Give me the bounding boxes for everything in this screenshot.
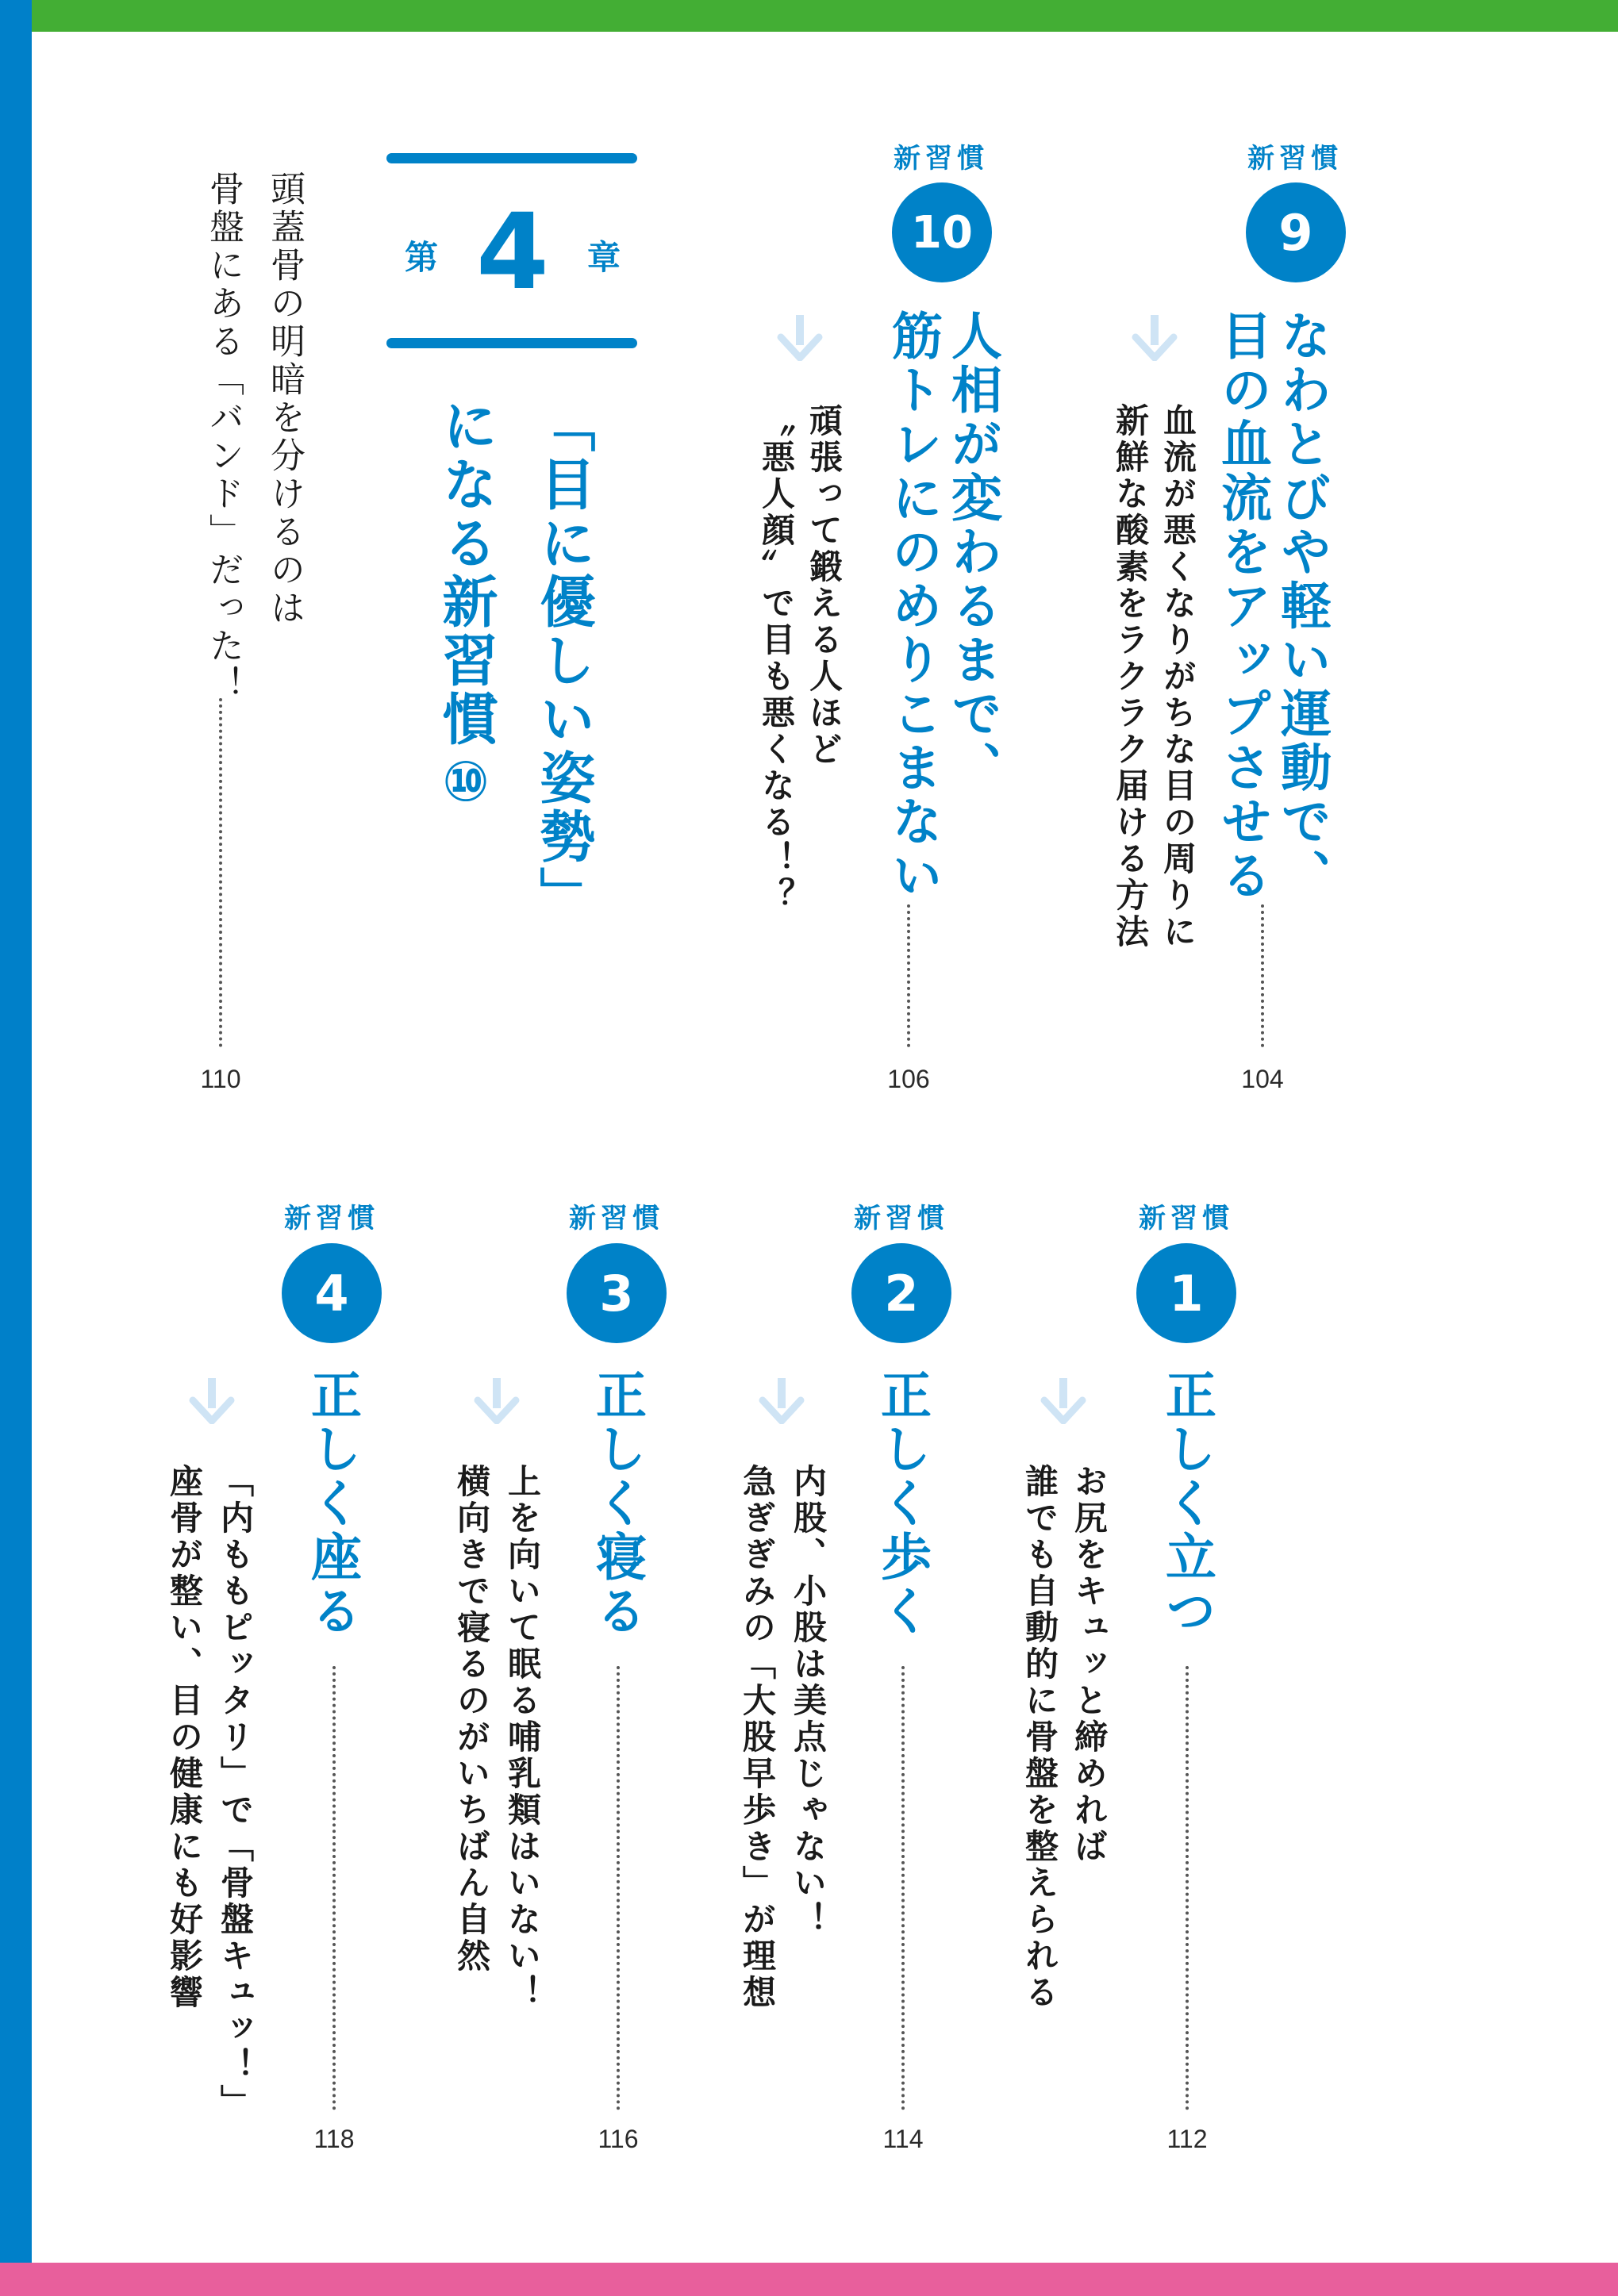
- habit-number-badge: [1246, 182, 1346, 282]
- chapter-number: 4: [476, 191, 549, 313]
- page-number: 112: [1166, 2125, 1208, 2153]
- left-color-bar: [0, 0, 32, 2296]
- page-number: 114: [882, 2125, 924, 2153]
- habit-sub-line1: 頑張って鍛える人ほど: [805, 403, 844, 768]
- habit-label: 新習慣: [854, 1203, 949, 1234]
- habit-number: 9: [1278, 203, 1313, 262]
- habit-sub-line1: 内股、小股は美点じゃない！: [789, 1464, 828, 1938]
- chapter-rule-top: [386, 153, 637, 163]
- habit-number: 10: [911, 206, 973, 259]
- chapter-suffix: 章: [587, 238, 621, 277]
- arrow-down-icon: [1131, 313, 1178, 361]
- habit-sub-line2: 急ぎぎみの「大股早歩き」が理想: [738, 1464, 777, 2011]
- intro-line2: 骨盤にある「バンド」だった！: [203, 171, 244, 704]
- habit-number-badge: [851, 1243, 951, 1343]
- habit-sub-line2: 〝悪人顔〟で目も悪くなる！？: [757, 403, 796, 914]
- chapter-prefix: 第: [405, 238, 439, 277]
- leader-dots: [1186, 1666, 1189, 2110]
- habit-title: 正しく寝る: [587, 1369, 646, 1638]
- habit-sub-line1: 「内ももピッタリ」で「骨盤キュッ！」: [216, 1464, 255, 2121]
- habit-title-line2: 目の血流をアップさせる: [1213, 309, 1271, 903]
- leader-dots: [901, 1666, 905, 2110]
- habit-label: 新習慣: [1247, 143, 1343, 175]
- habit-number-badge: [282, 1243, 382, 1343]
- habit-sub-line2: 新鮮な酸素をラクラク届ける方法: [1111, 403, 1150, 950]
- habit-title: 正しく歩く: [872, 1369, 931, 1638]
- leader-dots: [617, 1666, 620, 2110]
- habit-title-line2: 筋トレにのめりこまない: [883, 309, 942, 903]
- habit-number-badge: [567, 1243, 667, 1343]
- habit-number: 3: [599, 1264, 634, 1323]
- page-number: 118: [313, 2125, 355, 2153]
- habit-sub-line2: 横向きで寝るのがいちばん自然: [452, 1464, 491, 1975]
- habit-label: 新習慣: [894, 143, 989, 175]
- chapter-rule-bottom: [386, 338, 637, 348]
- habit-title: 正しく立つ: [1157, 1369, 1216, 1638]
- habit-number: 2: [884, 1264, 919, 1323]
- intro-line1: 頭蓋骨の明暗を分けるのは: [264, 171, 305, 628]
- habit-title-line1: なわとびや軽い運動で、: [1272, 309, 1331, 903]
- chapter-title-line2: になる新習慣⑩: [433, 397, 498, 817]
- leader-dots: [219, 698, 222, 1047]
- habit-number-badge: [1136, 1243, 1236, 1343]
- leader-dots: [332, 1666, 336, 2110]
- habit-sub-line2: 誰でも自動的に骨盤を整えられる: [1020, 1464, 1059, 2011]
- habit-sub-line2: 座骨が整い、目の健康にも好影響: [165, 1464, 204, 2011]
- page-number: 110: [200, 1065, 241, 1093]
- habit-title-line1: 人相が変わるまで、: [943, 309, 1001, 795]
- habit-label: 新習慣: [569, 1203, 664, 1234]
- leader-dots: [1261, 904, 1264, 1047]
- habit-number-badge: [892, 182, 992, 282]
- leader-dots: [907, 904, 910, 1047]
- arrow-down-icon: [473, 1376, 521, 1424]
- habit-title: 正しく座る: [302, 1369, 361, 1638]
- arrow-down-icon: [1040, 1376, 1087, 1424]
- habit-sub-line1: お尻をキュッと締めれば: [1070, 1464, 1109, 1865]
- habit-number: 4: [314, 1264, 349, 1323]
- habit-label: 新習慣: [284, 1203, 379, 1234]
- arrow-down-icon: [188, 1376, 236, 1424]
- page-number: 106: [887, 1065, 930, 1093]
- habit-sub-line1: 上を向いて眠る哺乳類はいない！: [503, 1464, 542, 2011]
- chapter-title-line1: 「目に優しい姿勢」: [531, 397, 596, 925]
- arrow-down-icon: [776, 313, 824, 361]
- top-color-bar: [0, 0, 1618, 32]
- page-number: 116: [598, 2125, 639, 2153]
- habit-label: 新習慣: [1139, 1203, 1234, 1234]
- habit-sub-line1: 血流が悪くなりがちな目の周りに: [1159, 403, 1197, 950]
- bottom-color-bar: [0, 2263, 1618, 2296]
- habit-number: 1: [1169, 1264, 1204, 1323]
- page-number: 104: [1241, 1065, 1284, 1093]
- arrow-down-icon: [758, 1376, 805, 1424]
